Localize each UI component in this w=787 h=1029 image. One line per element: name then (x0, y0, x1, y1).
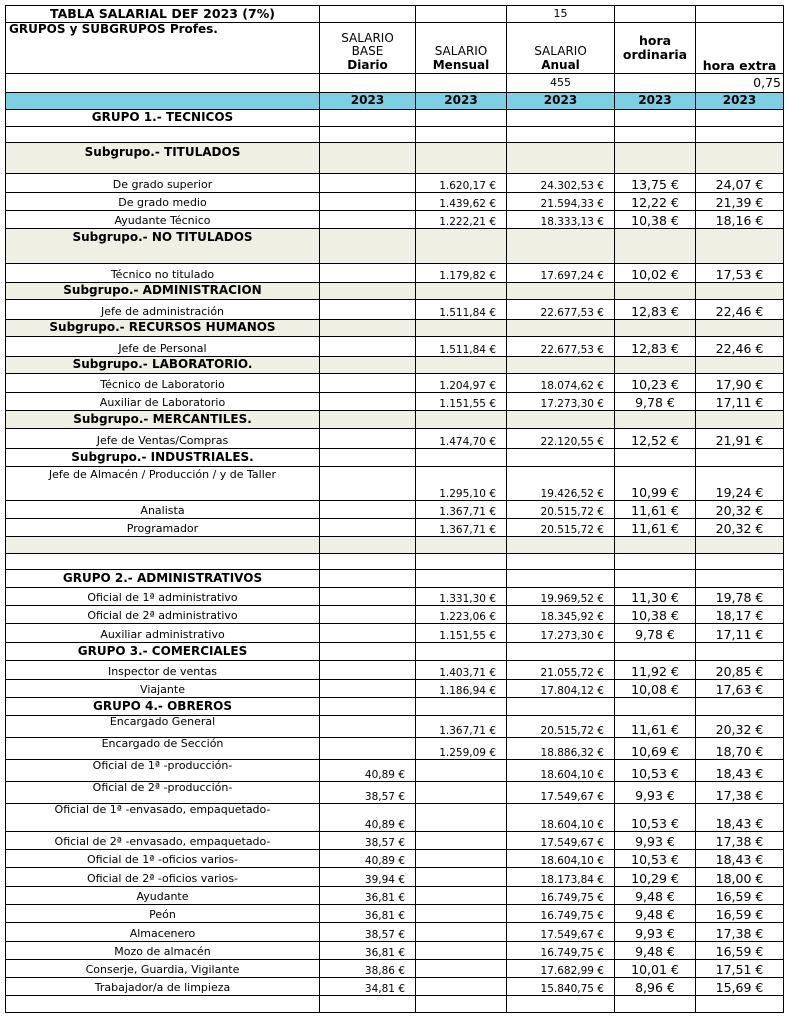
cell-hora-extra: 22,46 € (696, 300, 784, 320)
cell-anual: 17.273,30 € (507, 393, 615, 411)
cell-hora-ord: 11,30 € (615, 588, 696, 606)
cell-mensual (416, 782, 507, 804)
col-hora-ord-line2: ordinaria (622, 47, 688, 62)
row-label: Oficial de 1ª -producción- (6, 760, 320, 782)
cell-hora-ord: 12,52 € (615, 429, 696, 449)
table-subtitle: GRUPOS y SUBGRUPOS Profes. (6, 23, 320, 74)
cell-hora-extra: 18,00 € (696, 868, 784, 887)
cell-hora-extra: 17,38 € (696, 782, 784, 804)
cell-anual: 15.840,75 € (507, 978, 615, 996)
row-label: Encargado de Sección (6, 738, 320, 760)
cell-hora-extra: 20,85 € (696, 661, 784, 680)
cell-mensual (416, 905, 507, 923)
cell-diario (320, 429, 416, 449)
cell-mensual: 1.259,09 € (416, 738, 507, 760)
cell-diario: 36,81 € (320, 887, 416, 905)
cell-diario: 40,89 € (320, 804, 416, 832)
table-row (6, 960, 784, 978)
cell-anual: 22.120,55 € (507, 429, 615, 449)
cell-hora-ord: 12,83 € (615, 337, 696, 357)
cell-hora-extra: 17,53 € (696, 264, 784, 283)
cell-hora-extra: 18,43 € (696, 804, 784, 832)
cell-anual: 18.886,32 € (507, 738, 615, 760)
cell-mensual: 1.367,71 € (416, 501, 507, 519)
cell-diario: 38,57 € (320, 832, 416, 850)
table-row (6, 868, 784, 887)
cell-anual: 18.074,62 € (507, 374, 615, 393)
cell-diario (320, 467, 416, 501)
cell-diario (320, 501, 416, 519)
dias-anual: 455 (507, 74, 615, 93)
cell-hora-extra: 15,69 € (696, 978, 784, 996)
cell-diario (320, 174, 416, 193)
table-row (6, 760, 784, 782)
row-label: Oficial de 2ª -oficios varios- (6, 868, 320, 887)
cell-hora-extra: 20,32 € (696, 519, 784, 537)
cell-mensual: 1.186,94 € (416, 680, 507, 698)
cell-mensual (416, 760, 507, 782)
cell-mensual: 1.439,62 € (416, 193, 507, 211)
subgroup-heading: Subgrupo.- TITULADOS (6, 143, 320, 174)
cell-hora-extra: 16,59 € (696, 905, 784, 923)
table-row (6, 606, 784, 624)
table-row (6, 501, 784, 519)
cell-hora-extra: 18,17 € (696, 606, 784, 624)
cell-hora-ord: 10,53 € (615, 804, 696, 832)
cell-diario (320, 661, 416, 680)
cell-hora-ord: 9,93 € (615, 923, 696, 942)
cell-anual: 22.677,53 € (507, 337, 615, 357)
table-row (6, 467, 784, 501)
cell-hora-extra: 20,32 € (696, 716, 784, 738)
cell-diario: 39,94 € (320, 868, 416, 887)
cell-mensual (416, 850, 507, 868)
table-row (6, 393, 784, 411)
cell-anual: 18.173,84 € (507, 868, 615, 887)
col-diario-header (320, 23, 416, 74)
row-label: Almacenero (6, 923, 320, 942)
col-diario-line2: BASE (351, 44, 384, 59)
year-diario: 2023 (320, 93, 416, 110)
cell-hora-ord: 11,92 € (615, 661, 696, 680)
col-anual-line1: SALARIO (534, 44, 587, 59)
table-row (6, 519, 784, 537)
cell-hora-ord: 9,78 € (615, 393, 696, 411)
table-row (6, 337, 784, 357)
cell-hora-extra: 16,59 € (696, 942, 784, 960)
cell-hora-ord: 8,96 € (615, 978, 696, 996)
table-row (6, 738, 784, 760)
cell-hora-ord: 11,61 € (615, 519, 696, 537)
cell-diario (320, 624, 416, 643)
cell-anual: 20.515,72 € (507, 519, 615, 537)
cell-hora-ord: 10,01 € (615, 960, 696, 978)
cell-hora-extra: 17,63 € (696, 680, 784, 698)
table-row (6, 923, 784, 942)
cell-anual: 21.594,33 € (507, 193, 615, 211)
table-row (6, 905, 784, 923)
cell-anual: 17.804,12 € (507, 680, 615, 698)
cell-diario (320, 264, 416, 283)
cell-diario (320, 519, 416, 537)
cell-diario: 40,89 € (320, 850, 416, 868)
cell-mensual: 1.367,71 € (416, 519, 507, 537)
cell-hora-ord: 9,93 € (615, 832, 696, 850)
cell-hora-ord: 10,38 € (615, 211, 696, 229)
year-anual: 2023 (507, 93, 615, 110)
subgroup-heading: Subgrupo.- MERCANTILES. (6, 411, 320, 429)
cell-hora-extra: 16,59 € (696, 887, 784, 905)
row-label: Encargado General (6, 716, 320, 738)
cell-hora-ord: 9,48 € (615, 887, 696, 905)
cell-hora-extra: 17,51 € (696, 960, 784, 978)
row-label: Oficial de 1ª administrativo (6, 588, 320, 606)
cell-hora-extra: 18,43 € (696, 760, 784, 782)
cell-mensual (416, 804, 507, 832)
cell-diario (320, 337, 416, 357)
cell-anual: 18.333,13 € (507, 211, 615, 229)
cell-diario (320, 393, 416, 411)
row-label: Auxiliar de Laboratorio (6, 393, 320, 411)
cell-anual: 22.677,53 € (507, 300, 615, 320)
cell-anual: 19.426,52 € (507, 467, 615, 501)
cell-mensual (416, 923, 507, 942)
year-ord: 2023 (615, 93, 696, 110)
cell-hora-extra: 19,24 € (696, 467, 784, 501)
table-row (6, 374, 784, 393)
row-label: Analista (6, 501, 320, 519)
cell-hora-extra: 17,90 € (696, 374, 784, 393)
cell-diario (320, 374, 416, 393)
cell-mensual: 1.620,17 € (416, 174, 507, 193)
cell-mensual: 1.295,10 € (416, 467, 507, 501)
col-diario-line1: SALARIO (341, 30, 394, 45)
cell-anual: 16.749,75 € (507, 887, 615, 905)
row-label: Técnico de Laboratorio (6, 374, 320, 393)
cell-mensual (416, 942, 507, 960)
cell-hora-ord: 10,23 € (615, 374, 696, 393)
pagas-count: 15 (507, 6, 615, 23)
cell-anual: 17.682,99 € (507, 960, 615, 978)
cell-hora-ord: 10,02 € (615, 264, 696, 283)
cell-hora-ord: 10,29 € (615, 868, 696, 887)
cell-anual: 18.345,92 € (507, 606, 615, 624)
table-row (6, 193, 784, 211)
cell-hora-ord: 9,48 € (615, 942, 696, 960)
table-title: TABLA SALARIAL DEF 2023 (7%) (6, 6, 320, 23)
cell-hora-extra: 19,78 € (696, 588, 784, 606)
cell-hora-extra: 20,32 € (696, 501, 784, 519)
table-row (6, 942, 784, 960)
cell-diario (320, 738, 416, 760)
cell-hora-ord: 11,61 € (615, 501, 696, 519)
cell-mensual: 1.204,97 € (416, 374, 507, 393)
cell-anual: 17.273,30 € (507, 624, 615, 643)
cell-hora-extra: 21,91 € (696, 429, 784, 449)
table-row (6, 782, 784, 804)
cell-hora-extra: 18,70 € (696, 738, 784, 760)
row-label: Oficial de 1ª -oficios varios- (6, 850, 320, 868)
salary-table (5, 5, 784, 1013)
table-row (6, 804, 784, 832)
cell-hora-ord: 12,83 € (615, 300, 696, 320)
cell-mensual: 1.331,30 € (416, 588, 507, 606)
cell-anual: 18.604,10 € (507, 850, 615, 868)
row-label: Ayudante Técnico (6, 211, 320, 229)
cell-hora-ord: 10,08 € (615, 680, 696, 698)
cell-hora-ord: 9,93 € (615, 782, 696, 804)
cell-mensual: 1.367,71 € (416, 716, 507, 738)
table-row (6, 832, 784, 850)
row-label: Trabajador/a de limpieza (6, 978, 320, 996)
cell-anual: 18.604,10 € (507, 760, 615, 782)
cell-hora-extra: 17,38 € (696, 832, 784, 850)
cell-hora-extra: 21,39 € (696, 193, 784, 211)
cell-diario (320, 606, 416, 624)
subgroup-heading: Subgrupo.- NO TITULADOS (6, 229, 320, 264)
row-label: Jefe de Ventas/Compras (6, 429, 320, 449)
cell-mensual: 1.511,84 € (416, 337, 507, 357)
cell-anual: 16.749,75 € (507, 942, 615, 960)
cell-mensual (416, 868, 507, 887)
cell-diario (320, 211, 416, 229)
cell-anual: 17.697,24 € (507, 264, 615, 283)
cell-hora-extra: 17,38 € (696, 923, 784, 942)
row-label: De grado medio (6, 193, 320, 211)
col-mensual-header (416, 23, 507, 74)
group-heading: GRUPO 1.- TECNICOS (6, 110, 320, 127)
year-mensual: 2023 (416, 93, 507, 110)
factor-extra: 0,75 (696, 74, 784, 93)
table-row (6, 661, 784, 680)
row-label: Jefe de Personal (6, 337, 320, 357)
col-mensual-line1: SALARIO (434, 44, 488, 59)
row-label: Mozo de almacén (6, 942, 320, 960)
table-row (6, 300, 784, 320)
table-row (6, 429, 784, 449)
cell-anual: 19.969,52 € (507, 588, 615, 606)
cell-mensual (416, 832, 507, 850)
row-label: Viajante (6, 680, 320, 698)
row-label: Programador (6, 519, 320, 537)
cell-anual: 21.055,72 € (507, 661, 615, 680)
table-row (6, 716, 784, 738)
cell-hora-extra: 17,11 € (696, 624, 784, 643)
cell-anual: 17.549,67 € (507, 832, 615, 850)
table-row (6, 887, 784, 905)
cell-diario: 38,57 € (320, 782, 416, 804)
cell-anual: 20.515,72 € (507, 716, 615, 738)
row-label: Oficial de 2ª administrativo (6, 606, 320, 624)
cell-mensual: 1.223,06 € (416, 606, 507, 624)
cell-mensual (416, 960, 507, 978)
cell-anual: 17.549,67 € (507, 782, 615, 804)
cell-anual: 16.749,75 € (507, 905, 615, 923)
cell-hora-ord: 10,53 € (615, 760, 696, 782)
cell-mensual (416, 887, 507, 905)
cell-anual: 17.549,67 € (507, 923, 615, 942)
cell-hora-ord: 11,61 € (615, 716, 696, 738)
row-label: Conserje, Guardia, Vigilante (6, 960, 320, 978)
table-row (6, 588, 784, 606)
cell-anual: 18.604,10 € (507, 804, 615, 832)
row-label: Oficial de 2ª -envasado, empaquetado- (6, 832, 320, 850)
col-hora-ord-header (615, 23, 696, 74)
row-label: Jefe de Almacén / Producción / y de Taller (6, 467, 320, 501)
cell-diario: 38,57 € (320, 923, 416, 942)
cell-diario: 36,81 € (320, 942, 416, 960)
subgroup-heading: Subgrupo.- ADMINISTRACION (6, 283, 320, 300)
cell-mensual: 1.179,82 € (416, 264, 507, 283)
row-label: Auxiliar administrativo (6, 624, 320, 643)
cell-diario (320, 680, 416, 698)
subgroup-heading: Subgrupo.- LABORATORIO. (6, 357, 320, 374)
cell-diario (320, 300, 416, 320)
cell-diario (320, 716, 416, 738)
cell-mensual: 1.151,55 € (416, 624, 507, 643)
cell-hora-extra: 18,16 € (696, 211, 784, 229)
col-hora-ord-line1: hora (638, 32, 672, 48)
cell-hora-ord: 12,22 € (615, 193, 696, 211)
cell-mensual: 1.403,71 € (416, 661, 507, 680)
group-heading: GRUPO 2.- ADMINISTRATIVOS (6, 570, 320, 588)
table-row (6, 850, 784, 868)
col-mensual-line2: Mensual (432, 58, 490, 73)
table-row (6, 174, 784, 193)
cell-diario (320, 193, 416, 211)
cell-mensual: 1.474,70 € (416, 429, 507, 449)
group-heading: GRUPO 4.- OBREROS (6, 698, 320, 716)
table-row (6, 211, 784, 229)
row-label: Jefe de administración (6, 300, 320, 320)
cell-anual: 24.302,53 € (507, 174, 615, 193)
cell-mensual: 1.511,84 € (416, 300, 507, 320)
cell-diario: 40,89 € (320, 760, 416, 782)
cell-anual: 20.515,72 € (507, 501, 615, 519)
row-label: Oficial de 1ª -envasado, empaquetado- (6, 804, 320, 832)
row-label: Técnico no titulado (6, 264, 320, 283)
table-row (6, 624, 784, 643)
row-label: Inspector de ventas (6, 661, 320, 680)
table-row (6, 978, 784, 996)
table-row (6, 264, 784, 283)
col-anual-header (507, 23, 615, 74)
cell-mensual (416, 978, 507, 996)
col-diario-line3: Diario (347, 58, 388, 73)
cell-diario: 34,81 € (320, 978, 416, 996)
cell-hora-ord: 10,38 € (615, 606, 696, 624)
group-heading: GRUPO 3.- COMERCIALES (6, 643, 320, 661)
cell-hora-ord: 13,75 € (615, 174, 696, 193)
cell-diario: 36,81 € (320, 905, 416, 923)
cell-hora-extra: 22,46 € (696, 337, 784, 357)
cell-hora-extra: 24,07 € (696, 174, 784, 193)
cell-hora-ord: 10,53 € (615, 850, 696, 868)
cell-mensual: 1.151,55 € (416, 393, 507, 411)
cell-hora-ord: 10,69 € (615, 738, 696, 760)
cell-hora-ord: 10,99 € (615, 467, 696, 501)
cell-hora-ord: 9,48 € (615, 905, 696, 923)
subgroup-heading: Subgrupo.- RECURSOS HUMANOS (6, 320, 320, 337)
cell-hora-extra: 18,43 € (696, 850, 784, 868)
row-label: Ayudante (6, 887, 320, 905)
row-label: Oficial de 2ª -producción- (6, 782, 320, 804)
cell-diario: 38,86 € (320, 960, 416, 978)
cell-mensual: 1.222,21 € (416, 211, 507, 229)
col-anual-line2: Anual (541, 58, 580, 73)
table-row (6, 680, 784, 698)
row-label: Peón (6, 905, 320, 923)
year-extra: 2023 (696, 93, 784, 110)
cell-hora-ord: 9,78 € (615, 624, 696, 643)
cell-diario (320, 588, 416, 606)
col-hora-extra-header: hora extra (696, 23, 784, 74)
row-label: De grado superior (6, 174, 320, 193)
subgroup-heading: Subgrupo.- INDUSTRIALES. (6, 449, 320, 467)
cell-hora-extra: 17,11 € (696, 393, 784, 411)
